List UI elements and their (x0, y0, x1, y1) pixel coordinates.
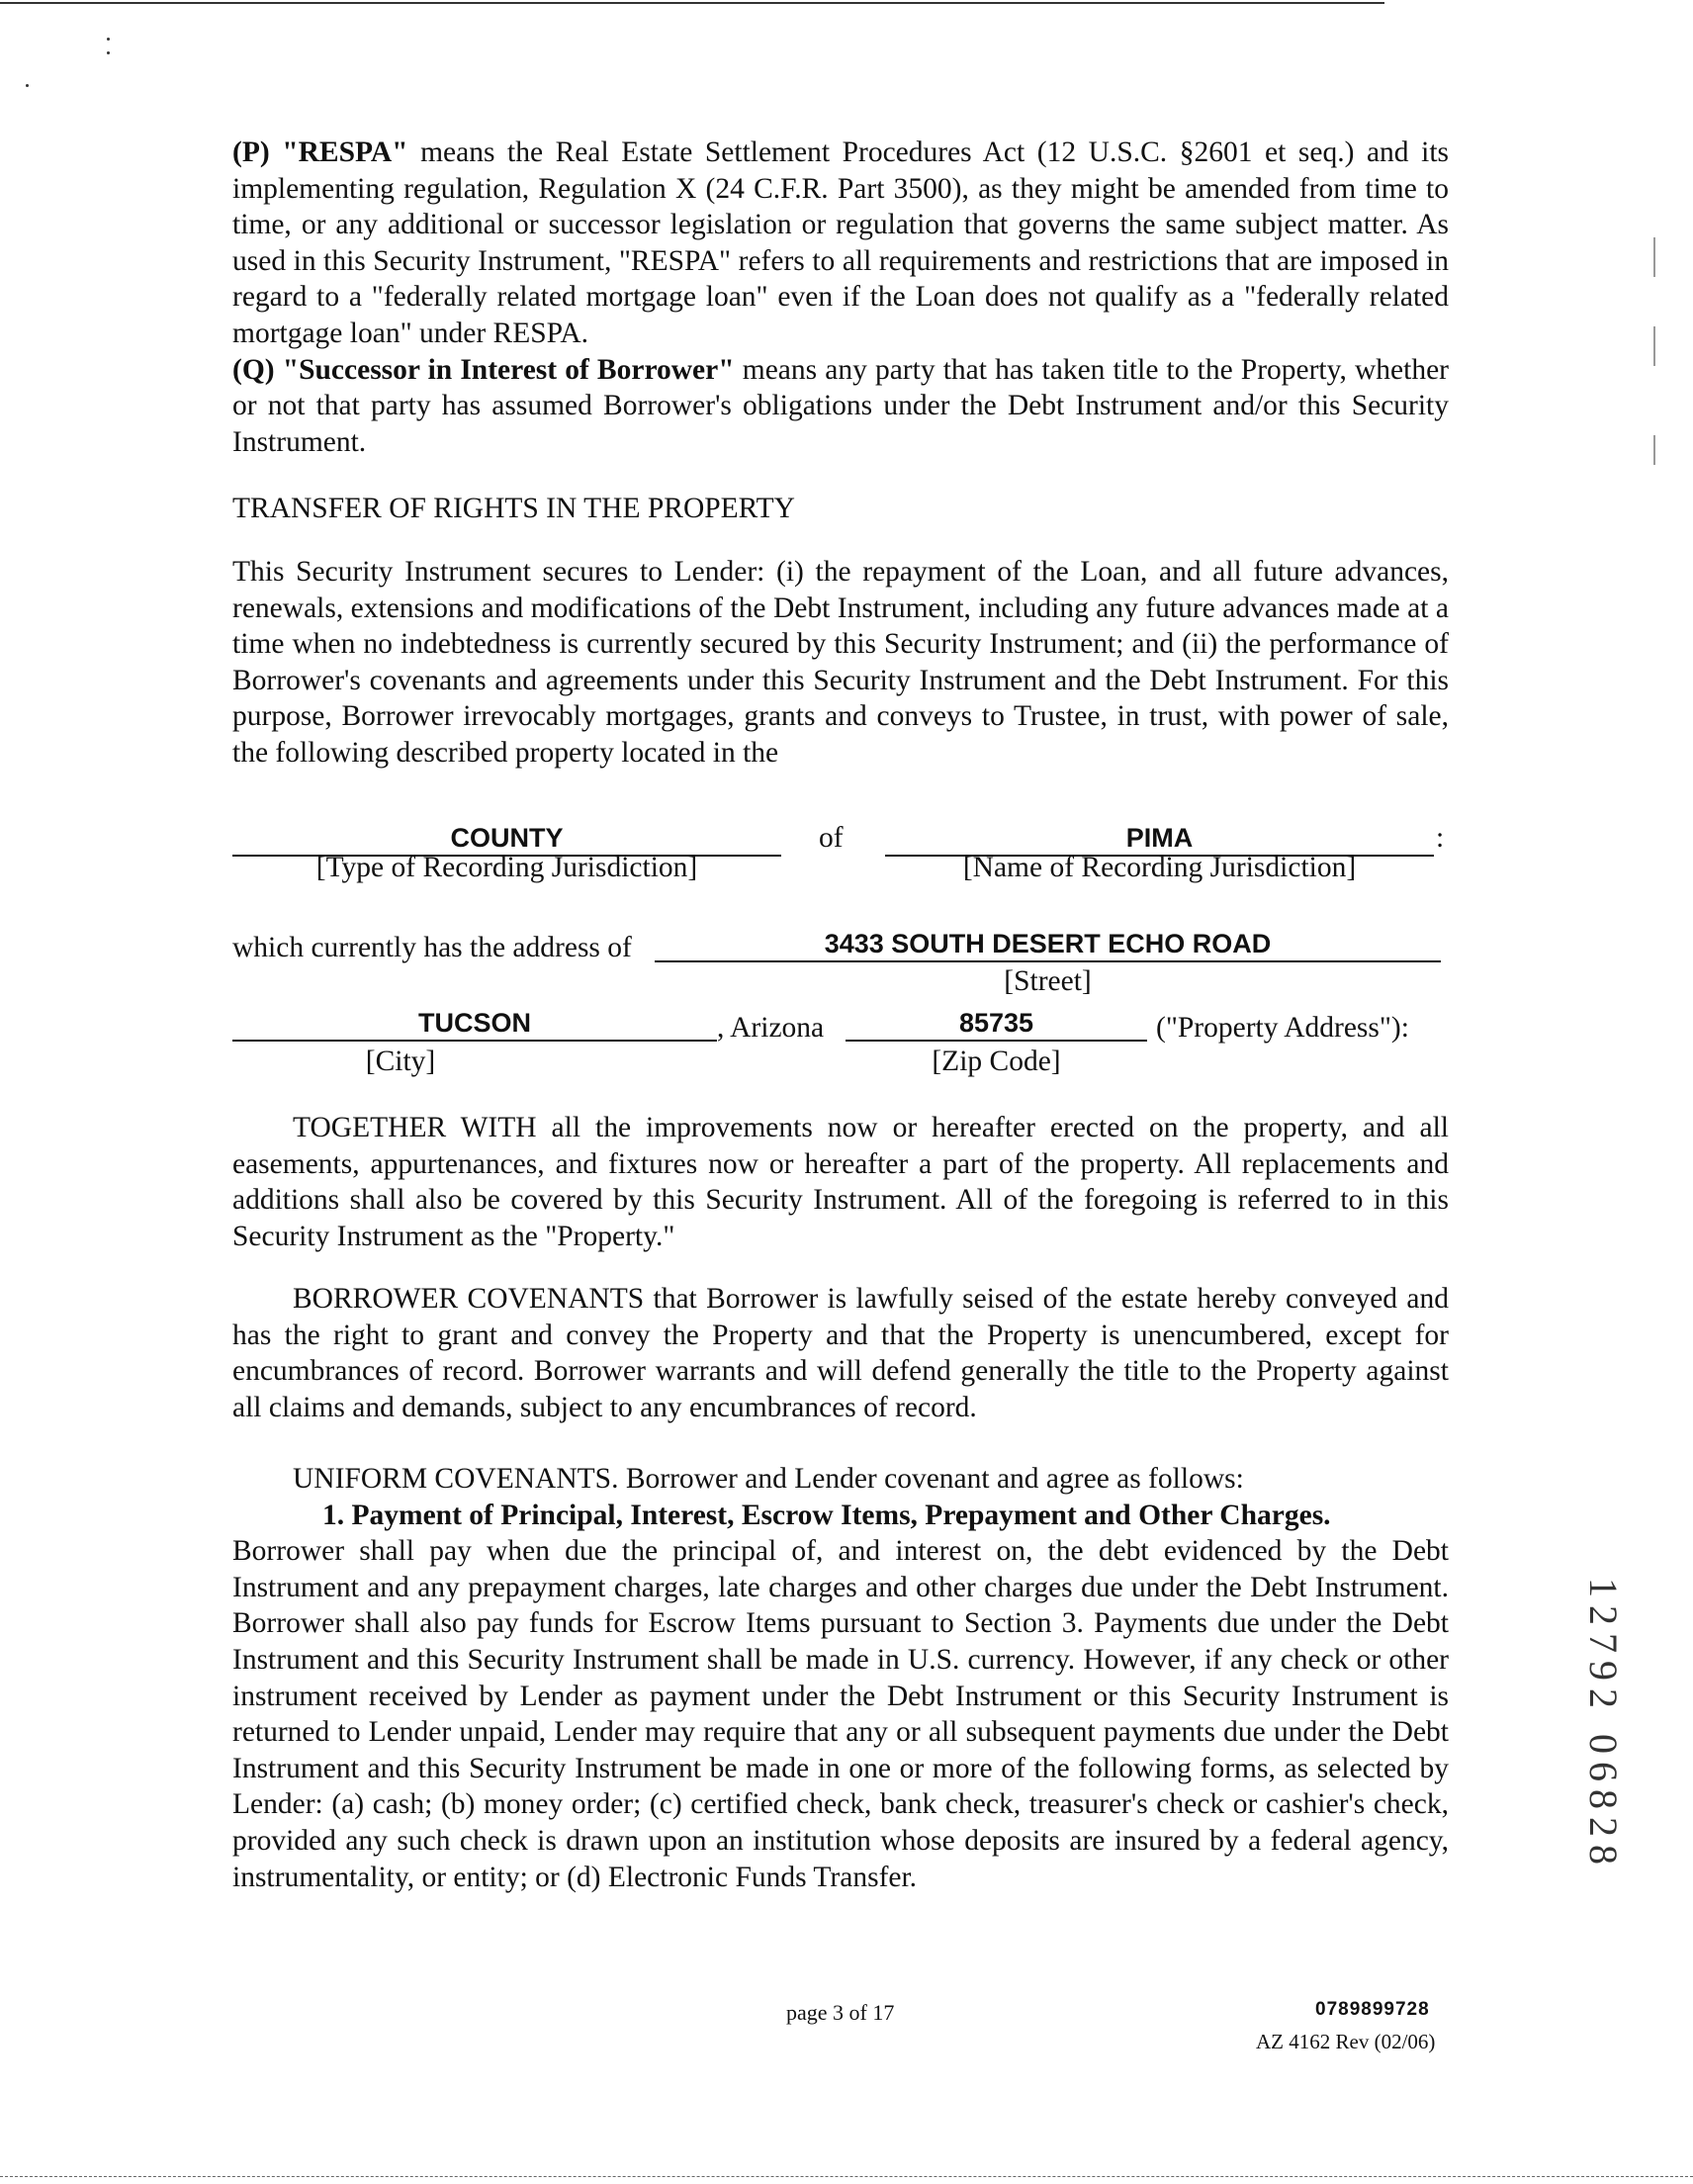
jurisdiction-colon: : (1436, 822, 1445, 854)
jurisdiction-type-caption: [Type of Recording Jurisdiction] (315, 852, 698, 883)
scan-speck (107, 51, 110, 54)
together-paragraph: TOGETHER WITH all the improvements now or hereafter erected on the property, and all easements, appurtenances, and fixtures now or hereafter a part of the property. All replacements and additions shall also be covered by this Security Instrument. All of the foregoing is referred to in this Security Instrument as the "Property." (232, 1112, 1449, 1252)
transfer-block (232, 554, 1449, 772)
margin-mark (1653, 237, 1655, 277)
jurisdiction-type-field: COUNTY (232, 821, 781, 857)
uniform-covenants-block (232, 1461, 1449, 1895)
definition-p (232, 135, 1449, 352)
transfer-heading: TRANSFER OF RIGHTS IN THE PROPERTY (232, 493, 795, 524)
definition-q-text: means any party that has taken title to the Property, whether or not that party has assumed Borrower's obligations under the Debt Instrument and/or this Security Instrument. (232, 353, 1449, 458)
borrower-covenants-block (232, 1281, 1449, 1425)
address-lead: which currently has the address of (232, 932, 632, 963)
bottom-scan-edge (0, 2176, 1693, 2177)
transfer-heading-block (232, 491, 1449, 527)
transfer-paragraph: This Security Instrument secures to Lender: (i) the repayment of the Loan, and all future advances, renewals, extensions and modifications of the Debt Instrument, including any future advances made at a time when no indebtedness is currently secured by this Security Instrument; and (ii) the performance of Borrower's covenants and agreements under this Security Instrument and the Debt Instrument. For this purpose, Borrower irrevocably mortgages, grants and conveys to Trustee, in trust, with power of sale, the following described property located in the (232, 556, 1449, 769)
scan-speck (107, 38, 110, 41)
city-caption: [City] (365, 1046, 436, 1077)
street-caption: [Street] (1004, 965, 1092, 997)
borrower-covenants-paragraph: BORROWER COVENANTS that Borrower is lawfully seised of the estate hereby conveyed and has the right to grant and convey the Property and that the Property is unencumbered, except for encumbrances of record. Borrower warrants and will defend generally the title to the Property against all claims and demands, subject to any encumbrances of record. (232, 1283, 1449, 1423)
top-scan-edge (0, 2, 1384, 4)
uniform-covenants-intro: UNIFORM COVENANTS. Borrower and Lender covenant and agree as follows: (293, 1463, 1244, 1495)
definition-p-label: (P) "RESPA" (232, 136, 408, 168)
jurisdiction-name-caption: [Name of Recording Jurisdiction] (962, 852, 1357, 883)
loan-number: 0789899728 (1315, 1999, 1430, 2020)
together-block (232, 1110, 1449, 1254)
jurisdiction-name-field: PIMA (885, 821, 1434, 857)
of-word: of (819, 822, 844, 854)
page-number: page 3 of 17 (786, 2000, 895, 2025)
state-label: , Arizona (717, 1012, 825, 1044)
margin-mark (1653, 435, 1655, 465)
zip-field: 85735 (846, 1006, 1147, 1042)
definition-p-text: means the Real Estate Settlement Procedures Act (12 U.S.C. §2601 et seq.) and its implementing regulation, Regulation X (24 C.F.R. Part 3500), as they might be amended from time to time, or any additional or successor legislation or regulation that governs the same subject matter. As used in this Security Instrument, "RESPA" refers to all requirements and restrictions that are imposed in regard to a "federally related mortgage loan" even if the Loan does not qualify as a "federally related mortgage loan" under RESPA. (232, 136, 1449, 349)
recording-stamp-number: 12792 06828 (1581, 1578, 1626, 1872)
zip-caption: [Zip Code] (932, 1046, 1061, 1077)
definition-q-label: (Q) "Successor in Interest of Borrower" (232, 353, 735, 386)
definitions-block (232, 135, 1449, 460)
margin-mark (1653, 326, 1655, 366)
definition-q (232, 352, 1449, 461)
city-field: TUCSON (232, 1006, 717, 1042)
street-field: 3433 SOUTH DESERT ECHO ROAD (655, 927, 1441, 962)
scan-speck (26, 84, 29, 87)
section-1-title: 1. Payment of Principal, Interest, Escrow Items, Prepayment and Other Charges. (322, 1499, 1331, 1531)
recording-stamp (1581, 1578, 1656, 1874)
property-address-label: ("Property Address"): (1156, 1012, 1409, 1044)
section-1-text: Borrower shall pay when due the principal of, and interest on, the debt evidenced by the Debt Instrument and any prepayment charges, late charges and other charges due under the Debt Instrument. Borrower shall also pay funds for Escrow Items pursuant to Section 3. Payments due under the Debt Instrument and this Security Instrument shall be made in U.S. currency. However, if any check or other instrument received by Lender as payment under the Debt Instrument or this Security Instrument is returned to Lender unpaid, Lender may require that any or all subsequent payments due under the Debt Instrument and this Security Instrument be made in one or more of the following forms, as selected by Lender: (a) cash; (b) money order; (c) certified check, bank check, treasurer's check or cashier's check, provided any such check is drawn upon an institution whose deposits are insured by a federal agency, instrumentality, or entity; or (d) Electronic Funds Transfer. (232, 1535, 1449, 1893)
form-number: AZ 4162 Rev (02/06) (1256, 2030, 1436, 2053)
